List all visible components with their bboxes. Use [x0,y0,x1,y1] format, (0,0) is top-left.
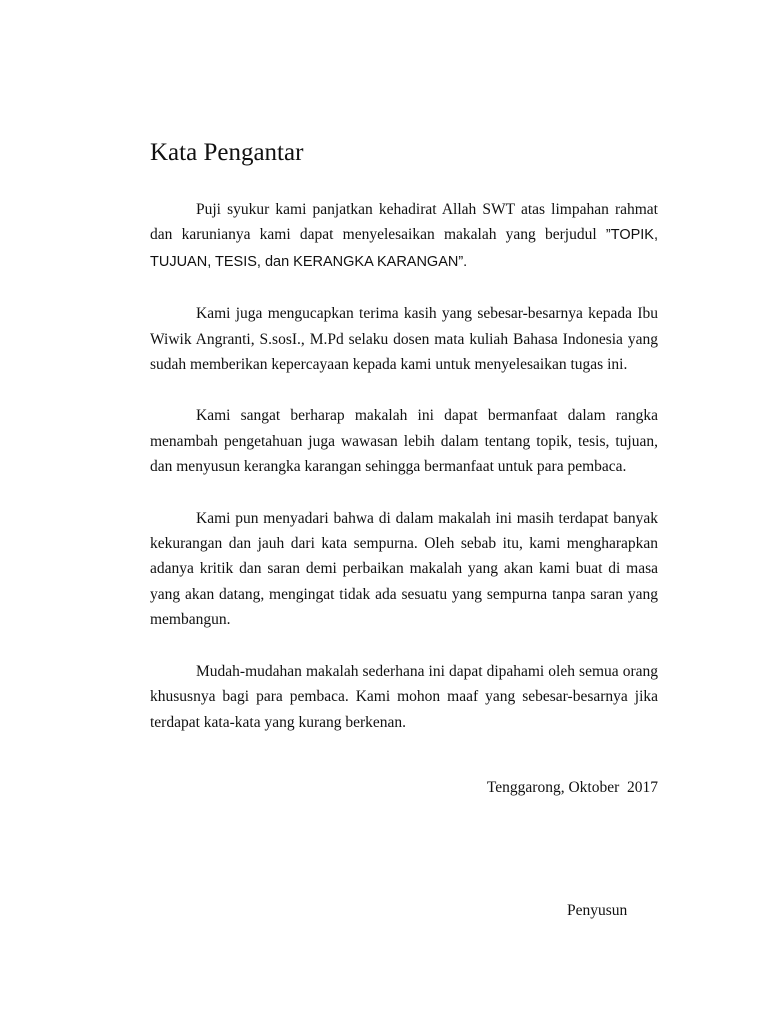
paragraph-request-feedback: Kami pun menyadari bahwa di dalam makalah ini masih terdapat banyak kekurangan dan jauh dari kata sempurna. Oleh sebab itu, kami mengharapkan adanya kritik dan saran demi perbaikan makalah yang akan kami buat di masa yang akan datang, mengingat tidak ada sesuatu yang sempurna tanpa saran yang membangun. [150,509,658,629]
signer-label: Penyusun [567,902,628,919]
paragraph-closing-apology: Mudah-mudahan makalah sederhana ini dapat dipahami oleh semua orang khususnya bagi para pembaca. Kami mohon maaf yang sebesar-besarnya jika terdapat kata-kata yang kurang berkenan. [150,662,658,731]
document-body [150,197,658,761]
paragraph-opening-text: Puji syukur kami panjatkan kehadirat Allah SWT atas limpahan rahmat dan karunianya kami dapat menyelesaikan makalah yang berjudul [150,201,658,244]
paragraph-opening-gratitude [150,197,658,275]
paper-title-quote: ”TOPIK, TUJUAN, TESIS, dan KERANGKA KARANGAN”. [150,227,658,270]
paragraph-hope-benefit: Kami sangat berharap makalah ini dapat bermanfaat dalam rangka menambah pengetahuan juga wawasan lebih dalam tentang topik, tesis, tujuan, dan menyusun kerangka karangan sehingga bermanfaat untuk para pembaca. [150,407,658,476]
document-title: Kata Pengantar [150,139,304,166]
place-date-line: Tenggarong, Oktober 2017 [486,779,658,796]
paragraph-thanks-lecturer: Kami juga mengucapkan terima kasih yang sebesar-besarnya kepada Ibu Wiwik Angranti, S.sosI., M.Pd selaku dosen mata kuliah Bahasa Indonesia yang sudah memberikan kepercayaan kepada kami untuk menyelesaikan tugas ini. [150,305,658,374]
